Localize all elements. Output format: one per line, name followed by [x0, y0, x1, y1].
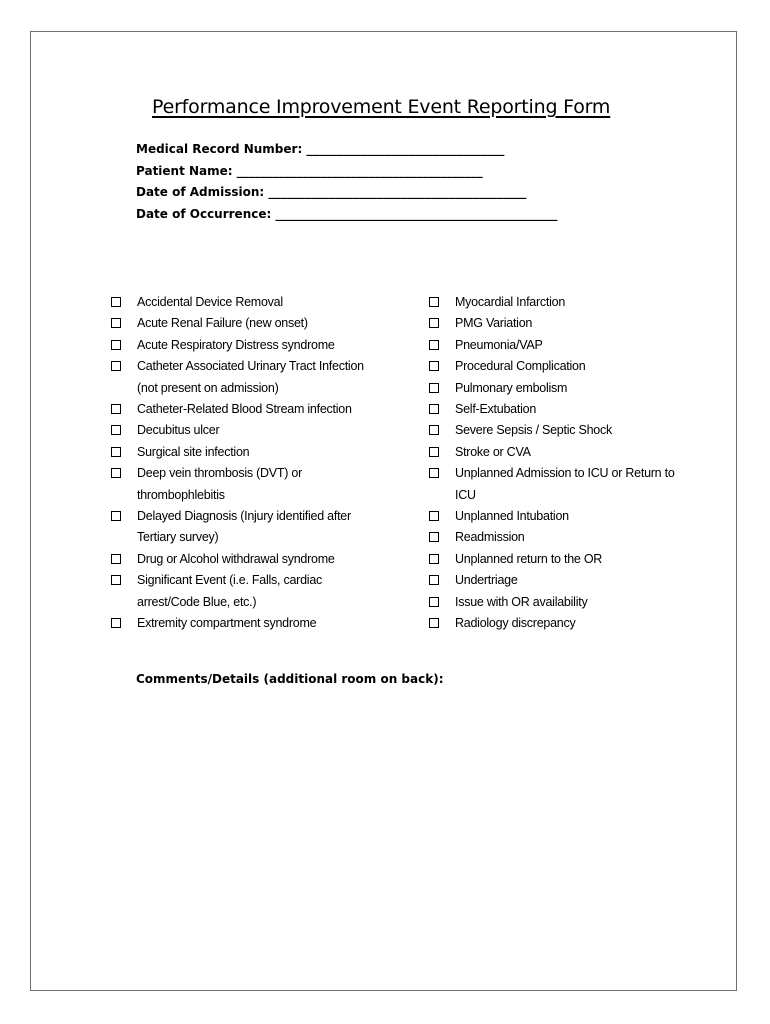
checklist-item[interactable]: [429, 420, 729, 441]
checkbox[interactable]: [429, 532, 439, 542]
checklist-item-label: Unplanned return to the OR: [455, 551, 603, 566]
checklist-item-label: Severe Sepsis / Septic Shock: [455, 423, 612, 438]
checkbox[interactable]: [111, 297, 121, 307]
checklist-item-label: Readmission: [455, 530, 525, 545]
checkbox[interactable]: [111, 511, 121, 521]
checklist-item[interactable]: [111, 613, 411, 634]
checklist-item[interactable]: [111, 335, 411, 356]
checklist-item-label: Acute Renal Failure (new onset): [137, 316, 308, 331]
checklist-item-label: Drug or Alcohol withdrawal syndrome: [137, 551, 335, 566]
comments-label: Comments/Details (additional room on back):: [136, 672, 444, 686]
checklist-item-label: Catheter-Related Blood Stream infection: [137, 402, 352, 417]
checkbox[interactable]: [111, 318, 121, 328]
medical-record-number-field[interactable]: Medical Record Number: _________________________________: [136, 142, 505, 156]
checkbox[interactable]: [429, 575, 439, 585]
checklist-item[interactable]: [429, 592, 729, 613]
checkbox[interactable]: [429, 554, 439, 564]
checkbox[interactable]: [111, 618, 121, 628]
checklist-item-label: Acute Respiratory Distress syndrome: [137, 337, 335, 352]
checkbox[interactable]: [429, 468, 439, 478]
checklist-item[interactable]: [429, 378, 729, 399]
checklist-item[interactable]: [429, 506, 729, 527]
checkbox[interactable]: [429, 297, 439, 307]
checklist-item[interactable]: [111, 549, 411, 570]
checklist-item-label: Accidental Device Removal: [137, 295, 283, 309]
checklist-item[interactable]: [111, 313, 411, 334]
checkbox[interactable]: [429, 425, 439, 435]
date-of-admission-field[interactable]: Date of Admission: ___________________________________________: [136, 185, 527, 199]
checklist-item[interactable]: [111, 356, 411, 399]
checklist-item-label: PMG Variation: [455, 316, 533, 331]
checklist-item-label: Undertriage: [455, 573, 518, 588]
checklist-item-label: Pneumonia/VAP: [455, 337, 543, 352]
checklist-item[interactable]: [429, 335, 729, 356]
checklist-item-label: Extremity compartment syndrome: [137, 616, 317, 631]
checkbox[interactable]: [429, 511, 439, 521]
checklist-item[interactable]: [111, 442, 411, 463]
checklist-item-label: Pulmonary embolism: [455, 380, 568, 395]
checkbox[interactable]: [429, 447, 439, 457]
checkbox[interactable]: [429, 597, 439, 607]
checklist-item-label: Catheter Associated Urinary Tract Infection (not present on admission): [137, 359, 364, 395]
checklist-item[interactable]: [429, 613, 729, 634]
checkbox[interactable]: [111, 575, 121, 585]
checklist-item-label: Stroke or CVA: [455, 444, 531, 459]
checkbox[interactable]: [111, 425, 121, 435]
event-checklist-right: [429, 292, 729, 635]
checkbox[interactable]: [429, 318, 439, 328]
checklist-item-label: Delayed Diagnosis (Injury identified after Tertiary survey): [137, 509, 351, 545]
checklist-item[interactable]: [111, 399, 411, 420]
checklist-item-label: Unplanned Admission to ICU or Return to ICU: [455, 466, 675, 502]
checklist-item[interactable]: [111, 292, 411, 313]
checklist-item[interactable]: [429, 399, 729, 420]
checklist-item-label: Decubitus ulcer: [137, 423, 220, 438]
checkbox[interactable]: [111, 404, 121, 414]
checkbox[interactable]: [111, 340, 121, 350]
checklist-item-label: Radiology discrepancy: [455, 616, 576, 631]
checklist-item-label: Unplanned Intubation: [455, 509, 569, 524]
date-of-occurrence-field[interactable]: Date of Occurrence: _______________________________________________: [136, 206, 558, 221]
checkbox[interactable]: [429, 383, 439, 393]
checklist-item-label: Issue with OR availability: [455, 594, 588, 609]
checklist-item[interactable]: [429, 292, 729, 313]
checklist-item[interactable]: [111, 570, 411, 613]
checklist-item[interactable]: [429, 313, 729, 334]
checklist-item-label: Procedural Complication: [455, 359, 586, 374]
checkbox[interactable]: [429, 361, 439, 371]
patient-fields: [136, 139, 557, 225]
checklist-item[interactable]: [429, 356, 729, 377]
checkbox[interactable]: [429, 340, 439, 350]
checklist-item-label: Significant Event (i.e. Falls, cardiac arrest/Code Blue, etc.): [137, 573, 323, 609]
checkbox[interactable]: [111, 554, 121, 564]
checklist-item[interactable]: [429, 527, 729, 548]
checkbox[interactable]: [429, 404, 439, 414]
patient-name-field[interactable]: Patient Name: _________________________________________: [136, 163, 483, 178]
checklist-item[interactable]: [111, 463, 411, 506]
checklist-item[interactable]: [429, 442, 729, 463]
event-checklist-left: [111, 292, 411, 635]
checkbox[interactable]: [111, 361, 121, 371]
checklist-item[interactable]: [111, 420, 411, 441]
checklist-item[interactable]: [429, 570, 729, 591]
checklist-item[interactable]: [111, 506, 411, 549]
checkbox[interactable]: [429, 618, 439, 628]
checklist-item-label: Surgical site infection: [137, 444, 250, 459]
form-title: Performance Improvement Event Reporting Form: [152, 96, 611, 118]
checklist-item[interactable]: [429, 549, 729, 570]
checkbox[interactable]: [111, 468, 121, 478]
checklist-item-label: Deep vein thrombosis (DVT) or thrombophlebitis: [137, 466, 303, 502]
checklist-item-label: Self-Extubation: [455, 402, 537, 417]
checklist-item[interactable]: [429, 463, 729, 506]
checklist-item-label: Myocardial Infarction: [455, 295, 566, 309]
checkbox[interactable]: [111, 447, 121, 457]
